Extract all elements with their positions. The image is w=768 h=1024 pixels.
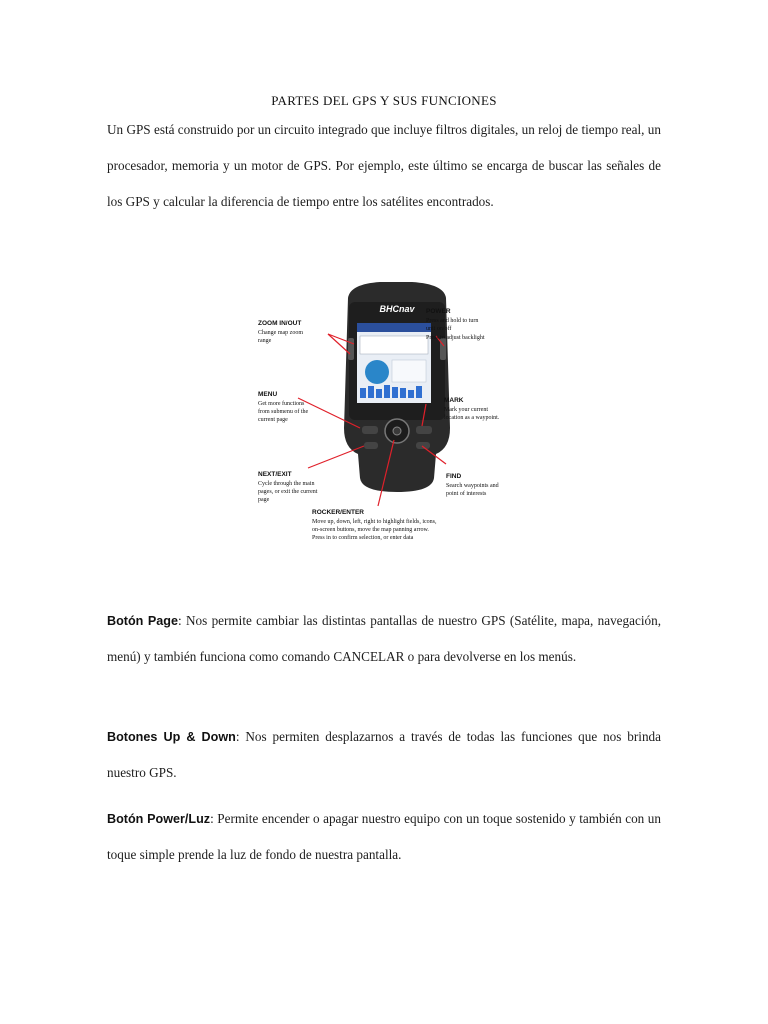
intro-paragraph: Un GPS está construido por un circuito integrado que incluye filtros digitales, un reloj de tiempo real, un procesador, memoria y un motor de GPS. Por ejemplo, este último se encarga de buscar las señales de los GPS y calcular la diferencia de tiempo entre los satélites encontrados. bbox=[107, 122, 661, 209]
callout-find bbox=[446, 473, 499, 497]
svg-text:MENU: MENU bbox=[258, 391, 278, 398]
svg-text:point of interests: point of interests bbox=[446, 491, 487, 497]
callout-zoom bbox=[258, 320, 303, 344]
svg-text:MARK: MARK bbox=[444, 397, 464, 404]
svg-text:on-screen buttons, move the ma: on-screen buttons, move the map panning arrow. bbox=[312, 527, 429, 533]
svg-text:POWER: POWER bbox=[426, 308, 451, 315]
callout-rocker-enter bbox=[312, 509, 437, 541]
svg-text:FIND: FIND bbox=[446, 473, 462, 480]
section-heading: Botón Page bbox=[107, 614, 178, 628]
svg-text:Press and hold to turn: Press and hold to turn bbox=[426, 318, 479, 324]
svg-text:from submenu of the: from submenu of the bbox=[258, 409, 309, 415]
gps-device-figure bbox=[250, 278, 530, 548]
svg-text:pages, or exit the current: pages, or exit the current bbox=[258, 489, 318, 495]
svg-text:range: range bbox=[258, 338, 272, 344]
svg-text:Cycle through the main: Cycle through the main bbox=[258, 481, 315, 487]
svg-text:NEXT/EXIT: NEXT/EXIT bbox=[258, 471, 292, 478]
svg-text:unit on/off: unit on/off bbox=[426, 326, 452, 332]
section-heading: Botón Power/Luz bbox=[107, 812, 211, 826]
svg-text:Mark your current: Mark your current bbox=[444, 407, 488, 413]
callout-menu bbox=[258, 391, 308, 423]
section-botones-up-down bbox=[107, 719, 661, 791]
svg-text:ZOOM IN/OUT: ZOOM IN/OUT bbox=[258, 320, 302, 327]
section-heading: Botones Up & Down bbox=[107, 730, 236, 744]
section-boton-power bbox=[107, 801, 661, 873]
svg-text:Search waypoints and: Search waypoints and bbox=[446, 483, 499, 489]
section-boton-page bbox=[107, 603, 661, 675]
document-title: PARTES DEL GPS Y SUS FUNCIONES bbox=[271, 93, 497, 108]
svg-text:current page: current page bbox=[258, 417, 288, 423]
svg-text:Press in to confirm selection,: Press in to confirm selection, or enter data bbox=[312, 535, 414, 541]
svg-text:Get more functions: Get more functions bbox=[258, 401, 305, 407]
section-text: : Nos permiten desplazarnos a través de todas las funciones que nos brinda nuestro GPS. bbox=[107, 729, 661, 780]
svg-text:Move up, down, left, right to: Move up, down, left, right to highlight fields, icons, bbox=[312, 519, 437, 525]
section-text: : Permite encender o apagar nuestro equipo con un toque sostenido y también con un toque simple prende la luz de fondo de nuestra pantalla. bbox=[107, 811, 661, 862]
callout-mark bbox=[444, 397, 500, 421]
svg-text:location as a waypoint.: location as a waypoint. bbox=[444, 415, 500, 421]
callout-next-exit bbox=[258, 471, 318, 503]
section-text: : Nos permite cambiar las distintas pantallas de nuestro GPS (Satélite, mapa, navegación, menú) y también funciona como comando CANCELAR o para devolverse en los menús. bbox=[107, 613, 661, 664]
brand-logo: BHCnav bbox=[379, 304, 415, 314]
svg-text:Press to adjust backlight: Press to adjust backlight bbox=[426, 335, 485, 341]
svg-text:page: page bbox=[258, 497, 270, 503]
gps-diagram bbox=[250, 278, 530, 548]
svg-text:ROCKER/ENTER: ROCKER/ENTER bbox=[312, 509, 365, 516]
svg-text:Change map zoom: Change map zoom bbox=[258, 330, 303, 336]
